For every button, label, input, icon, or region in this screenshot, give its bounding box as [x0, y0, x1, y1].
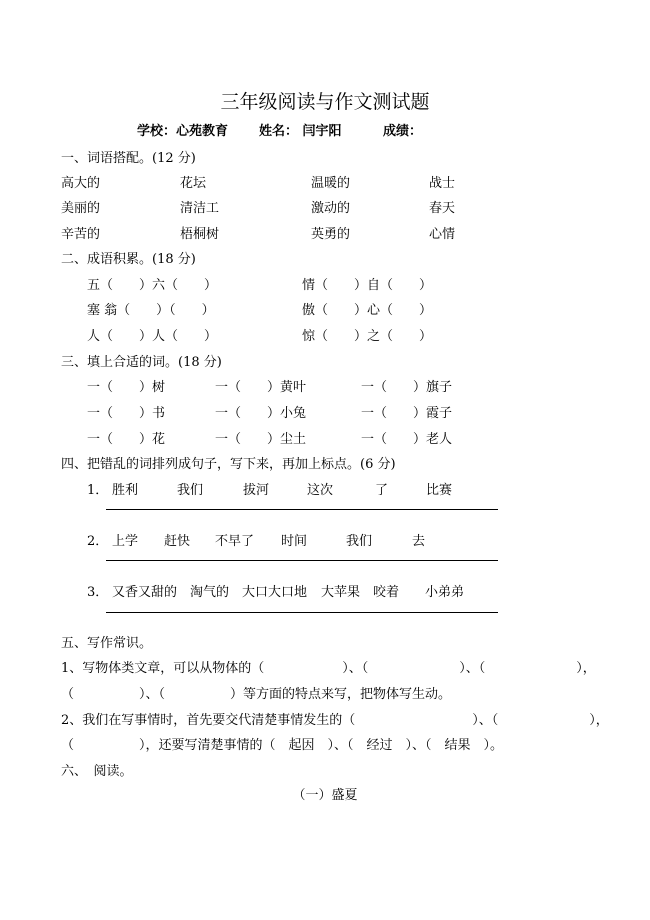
writing-question-1: 1、写物体类文章，可以从物体的（ ）、（ ）、（ ）， — [61, 661, 596, 676]
writing-question-2: 2、我们在写事情时，首先要交代清楚事情发生的（ ）、（ ）， — [61, 713, 609, 728]
word-cell: 心情 — [429, 227, 456, 242]
section-2-heading: 二、成语积累。(18 分) — [61, 252, 196, 267]
writing-question-1-cont: （ ）、（ ）等方面的特点来写，把物体写生动。 — [61, 687, 452, 702]
school-label: 学校：心苑教育 — [137, 124, 229, 139]
word-token: 比赛 — [426, 483, 453, 498]
word-token: 淘气的 — [190, 585, 230, 600]
word-token: 拔河 — [243, 483, 270, 498]
idiom-blank: 惊（ ）之（ ） — [302, 329, 433, 344]
measure-blank: 一（ ）树 — [87, 380, 166, 395]
word-cell: 美丽的 — [61, 201, 101, 216]
word-token: 这次 — [307, 483, 334, 498]
question-number: 3． — [87, 585, 109, 600]
word-cell: 梧桐树 — [180, 227, 220, 242]
word-cell: 战士 — [429, 176, 456, 191]
word-cell: 高大的 — [61, 176, 101, 191]
idiom-blank: 人（ ）人（ ） — [87, 329, 218, 344]
word-cell: 花坛 — [180, 176, 207, 191]
idiom-blank: 傲（ ）心（ ） — [302, 303, 433, 318]
measure-blank: 一（ ）花 — [87, 432, 166, 447]
word-token: 不早了 — [215, 534, 255, 549]
word-token: 大苹果 — [321, 585, 361, 600]
section-5-heading: 五、写作常识。 — [61, 636, 153, 651]
word-token: 了 — [375, 483, 389, 498]
question-number: 1． — [87, 483, 109, 498]
measure-blank: 一（ ）黄叶 — [215, 380, 307, 395]
word-token: 又香又甜的 — [112, 585, 178, 600]
word-token: 胜利 — [112, 483, 139, 498]
student-name: 姓名： 闫宇阳 — [259, 124, 342, 139]
measure-blank: 一（ ）旗子 — [361, 380, 453, 395]
word-token: 去 — [412, 534, 426, 549]
word-token: 我们 — [346, 534, 373, 549]
word-cell: 激动的 — [311, 201, 351, 216]
word-token: 咬着 — [373, 585, 400, 600]
word-token: 时间 — [281, 534, 308, 549]
writing-question-2-cont: （ ），还要写清楚事情的（ 起因 ）、（ 经过 ）、（ 结果 ）。 — [61, 738, 504, 753]
section-3-heading: 三、填上合适的词。(18 分) — [61, 355, 222, 370]
word-cell: 英勇的 — [311, 227, 351, 242]
answer-line[interactable] — [106, 612, 498, 613]
word-cell: 春天 — [429, 201, 456, 216]
measure-blank: 一（ ）尘土 — [215, 432, 307, 447]
word-token: 上学 — [112, 534, 139, 549]
word-cell: 清洁工 — [180, 201, 220, 216]
idiom-blank: 情（ ）自（ ） — [302, 278, 433, 293]
measure-blank: 一（ ）老人 — [361, 432, 453, 447]
measure-blank: 一（ ）霞子 — [361, 406, 453, 421]
measure-blank: 一（ ）书 — [87, 406, 166, 421]
page-title: 三年级阅读与作文测试题 — [220, 91, 430, 113]
word-token: 小弟弟 — [425, 585, 465, 600]
measure-blank: 一（ ）小兔 — [215, 406, 307, 421]
answer-line[interactable] — [106, 560, 498, 561]
idiom-blank: 五（ ）六（ ） — [87, 278, 218, 293]
word-token: 我们 — [177, 483, 204, 498]
score-label: 成绩： — [383, 124, 423, 139]
word-cell: 辛苦的 — [61, 227, 101, 242]
word-cell: 温暖的 — [311, 176, 351, 191]
question-number: 2． — [87, 534, 109, 549]
section-1-heading: 一、词语搭配。(12 分) — [61, 151, 196, 166]
answer-line[interactable] — [106, 509, 498, 510]
reading-title: （一）盛夏 — [292, 788, 358, 803]
section-4-heading: 四、把错乱的词排列成句子，写下来，再加上标点。(6 分) — [61, 457, 396, 472]
word-token: 赶快 — [164, 534, 191, 549]
idiom-blank: 塞 翁（ ）（ ） — [87, 303, 215, 318]
section-6-heading: 六、 阅读。 — [61, 764, 133, 779]
word-token: 大口大口地 — [242, 585, 308, 600]
